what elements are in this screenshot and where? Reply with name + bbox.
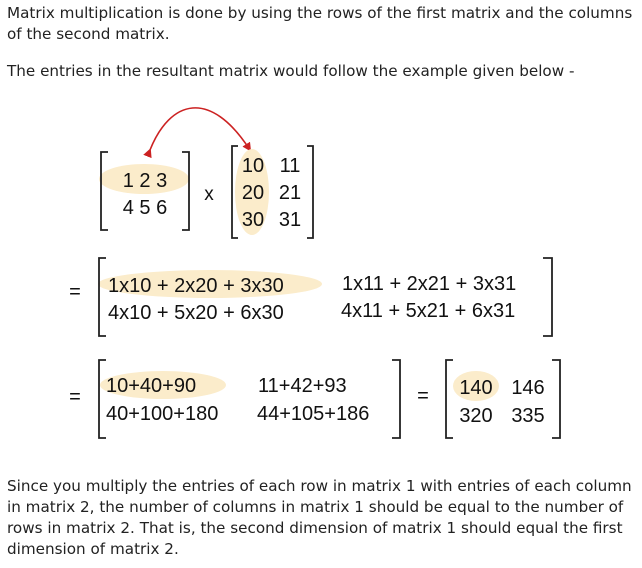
expanded-cell: 1x10 + 2x20 + 3x30 bbox=[108, 275, 284, 297]
expanded-cell: 4x11 + 5x21 + 6x31 bbox=[341, 300, 516, 322]
matrix-b-cell: 21 bbox=[278, 182, 302, 204]
result-cell: 335 bbox=[511, 405, 545, 427]
equals-sign: = bbox=[69, 386, 81, 408]
result-cell: 320 bbox=[459, 405, 493, 427]
sum-cell: 11+42+93 bbox=[258, 375, 347, 397]
matrix-b-cell: 10 bbox=[241, 155, 265, 177]
times-sign: x bbox=[204, 184, 214, 205]
row-column-arrow bbox=[150, 108, 250, 150]
equals-sign: = bbox=[417, 385, 429, 407]
expanded-cell: 1x11 + 2x21 + 3x31 bbox=[342, 273, 517, 295]
matrix-b-cell: 20 bbox=[241, 182, 265, 204]
matrix-a-row-1: 1 2 3 bbox=[122, 170, 168, 192]
sum-cell: 10+40+90 bbox=[106, 375, 197, 397]
sum-cell: 40+100+180 bbox=[106, 403, 219, 425]
expanded-cell: 4x10 + 5x20 + 6x30 bbox=[108, 302, 284, 324]
equals-sign: = bbox=[69, 281, 81, 303]
matrix-b-cell: 11 bbox=[279, 155, 301, 177]
sum-cell: 44+105+186 bbox=[257, 403, 370, 425]
matrix-b-cell: 30 bbox=[241, 209, 265, 231]
matrix-b-cell: 31 bbox=[278, 209, 302, 231]
result-cell: 146 bbox=[511, 377, 545, 399]
outro-paragraph: Since you multiply the entries of each row in matrix 1 with entries of each column in matrix 2, the number of columns in matrix 1 should be equal to the number of rows in matrix 2. That is, the second dimension of matrix 1 should equal the first dimension of matrix 2. bbox=[7, 477, 632, 558]
expanded-matrix-brackets bbox=[99, 258, 552, 336]
result-cell: 140 bbox=[459, 377, 493, 399]
matrix-a-row-2: 4 5 6 bbox=[122, 197, 168, 219]
intro-paragraph-1: Matrix multiplication is done by using the rows of the first matrix and the columns of the second matrix. bbox=[7, 4, 633, 43]
intro-paragraph-2: The entries in the resultant matrix would follow the example given below - bbox=[7, 62, 575, 80]
